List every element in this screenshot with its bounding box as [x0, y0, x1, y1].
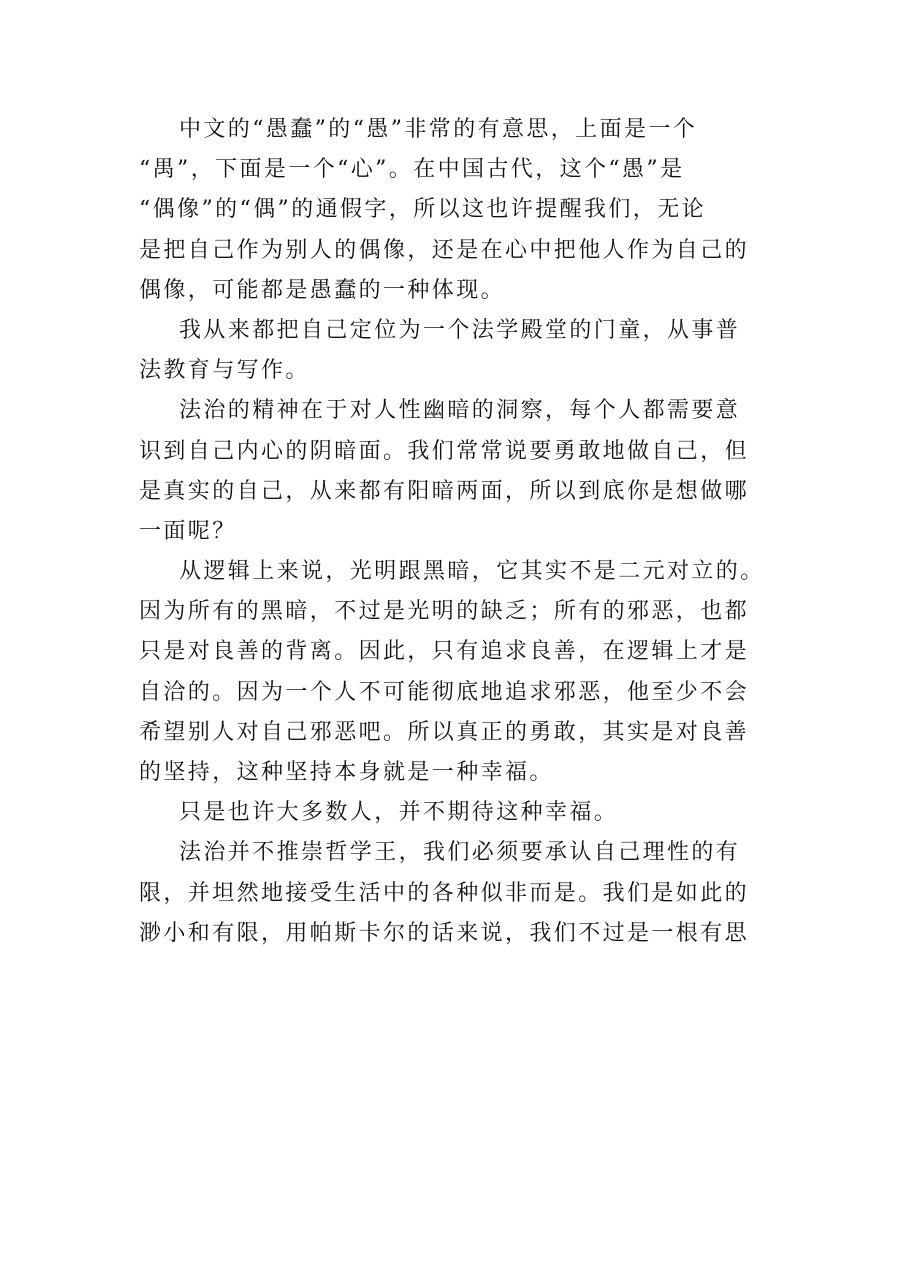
text-line: “偶像”的“偶”的通假字，所以这也许提醒我们，无论 [139, 197, 706, 223]
text-line: 渺小和有限，用帕斯卡尔的话来说，我们不过是一根有思 [139, 920, 750, 946]
document-body [139, 110, 779, 954]
text-line: 因为所有的黑暗，不过是光明的缺乏；所有的邪恶，也都 [139, 599, 750, 625]
text-line: 只是对良善的背离。因此，只有追求良善，在逻辑上才是 [139, 639, 750, 665]
text-line: 法治的精神在于对人性幽暗的洞察，每个人都需要意 [179, 398, 741, 424]
text-line: 是真实的自己，从来都有阳暗两面，所以到底你是想做哪 [139, 478, 750, 504]
text-line: 希望别人对自己邪恶吧。所以真正的勇敢，其实是对良善 [139, 719, 750, 745]
paragraph-3 [139, 391, 779, 552]
paragraph-4 [139, 552, 779, 793]
text-line: 一面呢？ [139, 518, 237, 544]
text-line: 是把自己作为别人的偶像，还是在心中把他人作为自己的 [139, 237, 750, 263]
paragraph-6 [139, 833, 779, 954]
text-line: 的坚持，这种坚持本身就是一种幸福。 [139, 760, 554, 785]
text-line: 限，并坦然地接受生活中的各种似非而是。我们是如此的 [139, 880, 750, 906]
text-line: 从逻辑上来说，光明跟黑暗，它其实不是二元对立的。 [179, 559, 765, 585]
paragraph-5 [139, 793, 779, 833]
text-line: 法教育与写作。 [139, 358, 310, 384]
text-line: 偶像，可能都是愚蠢的一种体现。 [139, 277, 506, 303]
text-line: 我从来都把自己定位为一个法学殿堂的门童，从事普 [179, 317, 741, 343]
text-line: 识到自己内心的阴暗面。我们常常说要勇敢地做自己，但 [139, 438, 750, 464]
text-line: 自洽的。因为一个人不可能彻底地追求邪恶，他至少不会 [139, 679, 750, 705]
paragraph-2 [139, 311, 779, 391]
text-line: 只是也许大多数人，并不期待这种幸福。 [179, 800, 619, 826]
text-line: 法治并不推崇哲学王，我们必须要承认自己理性的有 [179, 840, 741, 866]
paragraph-1 [139, 110, 779, 311]
text-line: 中文的“愚蠢”的“愚”非常的有意思，上面是一个 [179, 117, 698, 142]
text-line: “禺”，下面是一个“心”。在中国古代，这个“愚”是 [139, 157, 685, 183]
